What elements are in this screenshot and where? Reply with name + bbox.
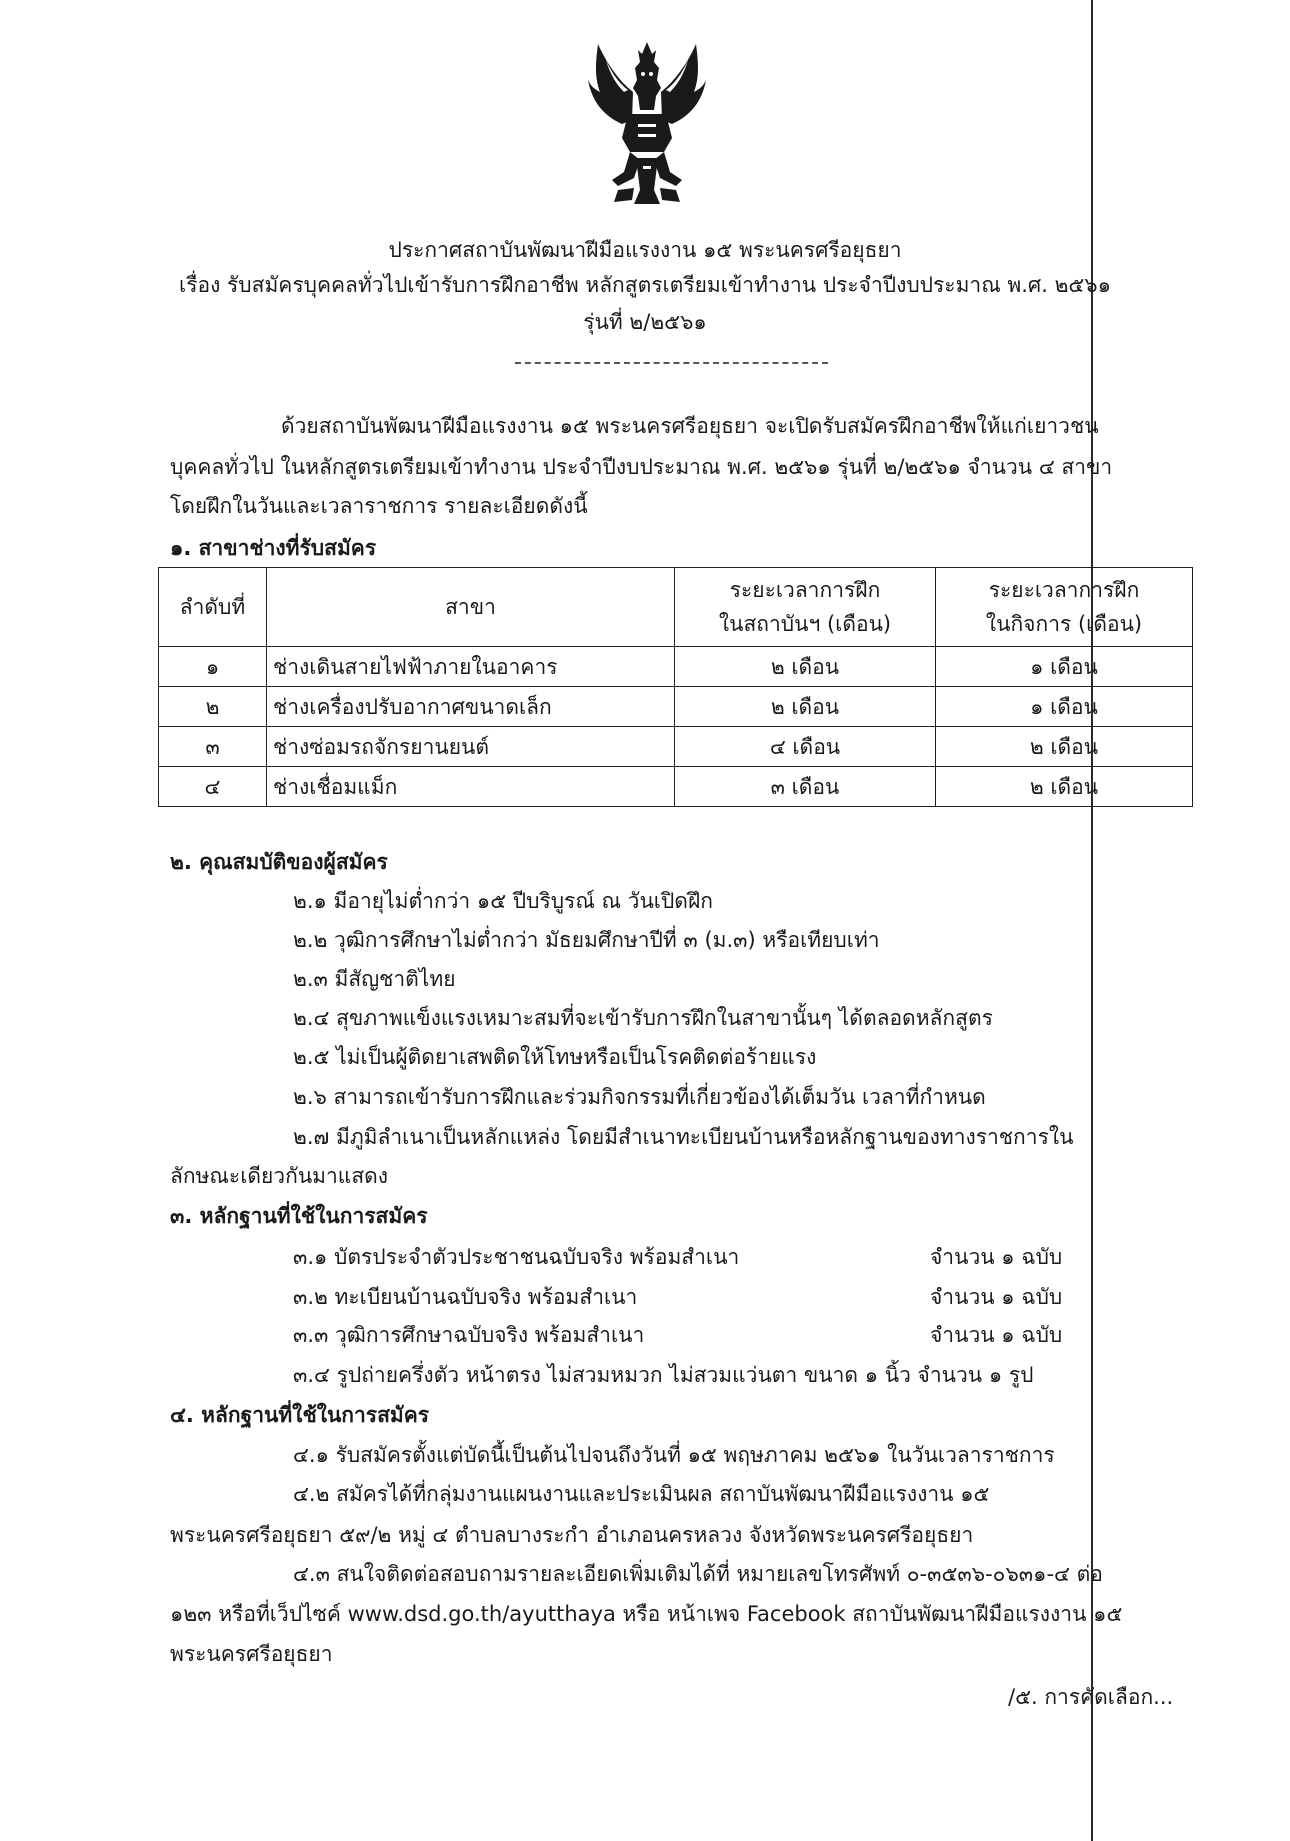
section-4-heading: ๔. หลักฐานที่ใช้ในการสมัคร <box>170 1403 430 1427</box>
table-header-row <box>159 568 1193 647</box>
row-branch: ช่างเดินสายไฟฟ้าภายในอาคาร <box>267 647 675 687</box>
header-enterprise-duration <box>936 568 1193 647</box>
document-item-quantity: จำนวน ๑ ฉบับ <box>930 1323 1063 1347</box>
section-3-heading: ๓. หลักฐานที่ใช้ในการสมัคร <box>170 1204 428 1228</box>
row-branch: ช่างเชื่อมแม็ก <box>267 767 675 807</box>
header-institute-line1: ระยะเวลาการฝึก <box>729 578 881 602</box>
application-item-continued: พระนครศรีอยุธยา ๕๙/๒ หมู่ ๔ ตำบลบางระกำ อำเภอนครหลวง จังหวัดพระนครศรีอยุธยา <box>170 1523 974 1547</box>
application-item: ๔.๒ สมัครได้ที่กลุ่มงานแผนงานและประเมินผล สถาบันพัฒนาฝีมือแรงงาน ๑๕ <box>293 1482 990 1506</box>
qualification-item: ๒.๗ มีภูมิลำเนาเป็นหลักแหล่ง โดยมีสำเนาทะเบียนบ้านหรือหลักฐานของทางราชการใน <box>293 1125 1074 1149</box>
document-item: ๓.๒ ทะเบียนบ้านฉบับจริง พร้อมสำเนา <box>293 1285 638 1309</box>
row-enterprise-duration: ๒ เดือน <box>936 767 1193 807</box>
qualification-item: ๒.๑ มีอายุไม่ต่ำกว่า ๑๕ ปีบริบูรณ์ ณ วันเปิดฝึก <box>293 889 713 913</box>
header-branch: สาขา <box>267 568 675 647</box>
section-1-heading: ๑. สาขาช่างที่รับสมัคร <box>170 536 377 560</box>
document-item: ๓.๑ บัตรประจำตัวประชาชนฉบับจริง พร้อมสำเนา <box>293 1245 740 1269</box>
table-row <box>159 727 1193 767</box>
application-item: ๔.๓ สนใจติดต่อสอบถามรายละเอียดเพิ่มเติมได้ที่ หมายเลขโทรศัพท์ ๐-๓๕๓๖-๐๖๓๑-๔ ต่อ <box>293 1562 1103 1586</box>
application-item: ๔.๑ รับสมัครตั้งแต่บัดนี้เป็นต้นไปจนถึงวันที่ ๑๕ พฤษภาคม ๒๕๖๑ ในวันเวลาราชการ <box>293 1443 1055 1467</box>
document-item-quantity: จำนวน ๑ ฉบับ <box>930 1285 1063 1309</box>
qualification-item: ๒.๔ สุขภาพแข็งแรงเหมาะสมที่จะเข้ารับการฝึกในสาขานั้นๆ ได้ตลอดหลักสูตร <box>293 1006 993 1030</box>
table-row <box>159 687 1193 727</box>
separator-line <box>515 362 828 364</box>
row-no: ๔ <box>159 767 267 807</box>
application-item-continued: พระนครศรีอยุธยา <box>170 1642 333 1666</box>
table-row <box>159 767 1193 807</box>
garuda-emblem-icon <box>588 40 706 208</box>
row-branch: ช่างเครื่องปรับอากาศขนาดเล็ก <box>267 687 675 727</box>
intro-line-1: ด้วยสถาบันพัฒนาฝีมือแรงงาน ๑๕ พระนครศรีอยุธยา จะเปิดรับสมัครฝึกอาชีพให้แก่เยาวชน <box>281 414 1099 438</box>
continued-marker: /๕. การคัดเลือก... <box>1008 1685 1174 1709</box>
row-branch: ช่างซ่อมรถจักรยานยนต์ <box>267 727 675 767</box>
document-item: ๓.๔ รูปถ่ายครึ่งตัว หน้าตรง ไม่สวมหมวก ไม่สวมแว่นตา ขนาด ๑ นิ้ว จำนวน ๑ รูป <box>293 1363 1034 1387</box>
row-no: ๑ <box>159 647 267 687</box>
row-no: ๓ <box>159 727 267 767</box>
qualification-item: ๒.๒ วุฒิการศึกษาไม่ต่ำกว่า มัธยมศึกษาปีที่ ๓ (ม.๓) หรือเทียบเท่า <box>293 928 880 952</box>
document-item-quantity: จำนวน ๑ ฉบับ <box>930 1245 1063 1269</box>
announcement-subject: เรื่อง รับสมัครบุคคลทั่วไปเข้ารับการฝึกอาชีพ หลักสูตรเตรียมเข้าทำงาน ประจำปีงบประมาณ พ.ศ. ๒๕๖๑ <box>179 273 1111 297</box>
announcement-batch: รุ่นที่ ๒/๒๕๖๑ <box>583 310 707 334</box>
application-item-continued: ๑๒๓ หรือที่เว็ปไซค์ www.dsd.go.th/ayutthaya หรือ หน้าเพจ Facebook สถาบันพัฒนาฝีมือแรงงาน ๑๕ <box>170 1602 1123 1626</box>
qualification-item: ๒.๖ สามารถเข้ารับการฝึกและร่วมกิจกรรมที่เกี่ยวข้องได้เต็มวัน เวลาที่กำหนด <box>293 1085 986 1109</box>
qualification-item: ๒.๕ ไม่เป็นผู้ติดยาเสพติดให้โทษหรือเป็นโรคติดต่อร้ายแรง <box>293 1045 817 1069</box>
row-no: ๒ <box>159 687 267 727</box>
qualification-item-continued: ลักษณะเดียวกันมาแสดง <box>170 1164 389 1188</box>
branches-table <box>158 567 1193 807</box>
row-enterprise-duration: ๑ เดือน <box>936 687 1193 727</box>
header-no: ลำดับที่ <box>159 568 267 647</box>
header-institute-line2: ในสถาบันฯ (เดือน) <box>718 612 892 636</box>
row-institute-duration: ๔ เดือน <box>675 727 936 767</box>
header-enterprise-line1: ระยะเวลาการฝึก <box>988 578 1140 602</box>
document-item: ๓.๓ วุฒิการศึกษาฉบับจริง พร้อมสำเนา <box>293 1323 645 1347</box>
row-enterprise-duration: ๑ เดือน <box>936 647 1193 687</box>
row-institute-duration: ๒ เดือน <box>675 687 936 727</box>
row-institute-duration: ๒ เดือน <box>675 647 936 687</box>
row-enterprise-duration: ๒ เดือน <box>936 727 1193 767</box>
announcement-title: ประกาศสถาบันพัฒนาฝีมือแรงงาน ๑๕ พระนครศรีอยุธยา <box>388 238 902 262</box>
intro-line-3: โดยฝึกในวันและเวลาราชการ รายละเอียดดังนี้ <box>170 494 588 518</box>
header-institute-duration <box>675 568 936 647</box>
qualification-item: ๒.๓ มีสัญชาติไทย <box>293 967 456 991</box>
table-row <box>159 647 1193 687</box>
section-2-heading: ๒. คุณสมบัติของผู้สมัคร <box>170 850 388 874</box>
header-enterprise-line2: ในกิจการ (เดือน) <box>985 612 1143 636</box>
intro-line-2: บุคคลทั่วไป ในหลักสูตรเตรียมเข้าทำงาน ประจำปีงบประมาณ พ.ศ. ๒๕๖๑ รุ่นที่ ๒/๒๕๖๑ จำนวน ๔ สาขา <box>170 455 1113 479</box>
row-institute-duration: ๓ เดือน <box>675 767 936 807</box>
